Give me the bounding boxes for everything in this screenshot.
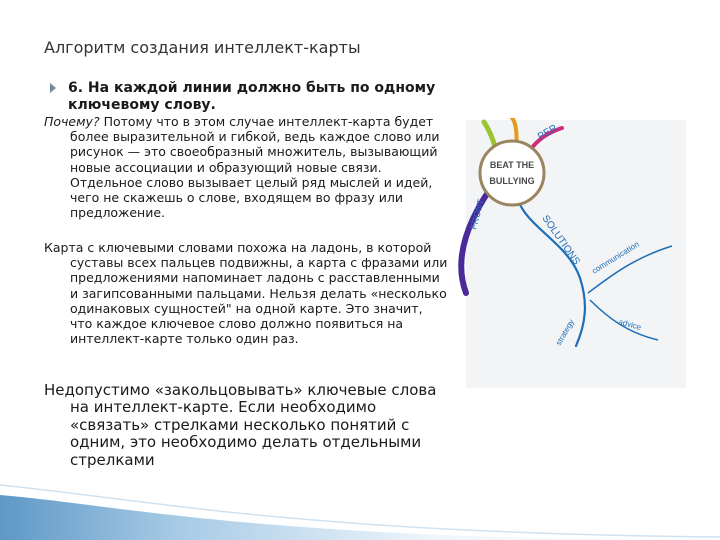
paragraph-why — [44, 114, 448, 220]
center-line2: BULLYING — [489, 176, 535, 186]
footer-decoration — [0, 445, 720, 540]
palm-text: Карта с ключевыми словами похожа на ладонь, в которой суставы всех пальцев подвижны, а карта с фразами или предложениями напоминает ладонь с расставленными и загипсованными пальцами. Нельзя делать «несколько одинаковых сущностей" на одной карте. Это значит, что каждое ключевое слово должно появиться на интеллект-карте только один раз. — [44, 240, 448, 347]
bullet-point — [50, 80, 445, 114]
label-solutions: SOLUTIONS — [539, 213, 582, 268]
paragraph-palm — [44, 240, 448, 346]
label-front: FRONT — [468, 197, 486, 231]
label-per: PER — [536, 122, 560, 143]
loops-text: Недопустимо «закольцовывать» ключевые слова на интеллект-карте. Если необходимо «связать» стрелками несколько понятий с одним, это необходимо делать отдельными стрелками — [44, 381, 437, 469]
center-line1: BEAT THE — [489, 160, 535, 170]
label-communication: communication — [590, 239, 641, 276]
mindmap-image — [458, 118, 684, 388]
mindmap-center — [480, 141, 544, 205]
why-text: Потому что в этом случае интеллект-карта будет более выразительной и гибкой, ведь каждое слово или рисунок — это своеобразный множитель, вызывающий новые ассоциации и образующий новые связи. Отдельное слово вызывает целый ряд мыслей и идей, чего не скажешь о слове, входящем во фразу или предложение. — [70, 114, 440, 221]
bullet-text: 6. На каждой линии должно быть по одному ключевому слову. — [68, 80, 436, 113]
label-strategy: strategy — [553, 317, 576, 347]
label-advice: advice — [617, 317, 643, 332]
why-lead: Почему? — [44, 114, 100, 129]
bullet-arrow-icon — [50, 83, 56, 93]
slide-title: Алгоритм создания интеллект-карты — [44, 38, 361, 57]
